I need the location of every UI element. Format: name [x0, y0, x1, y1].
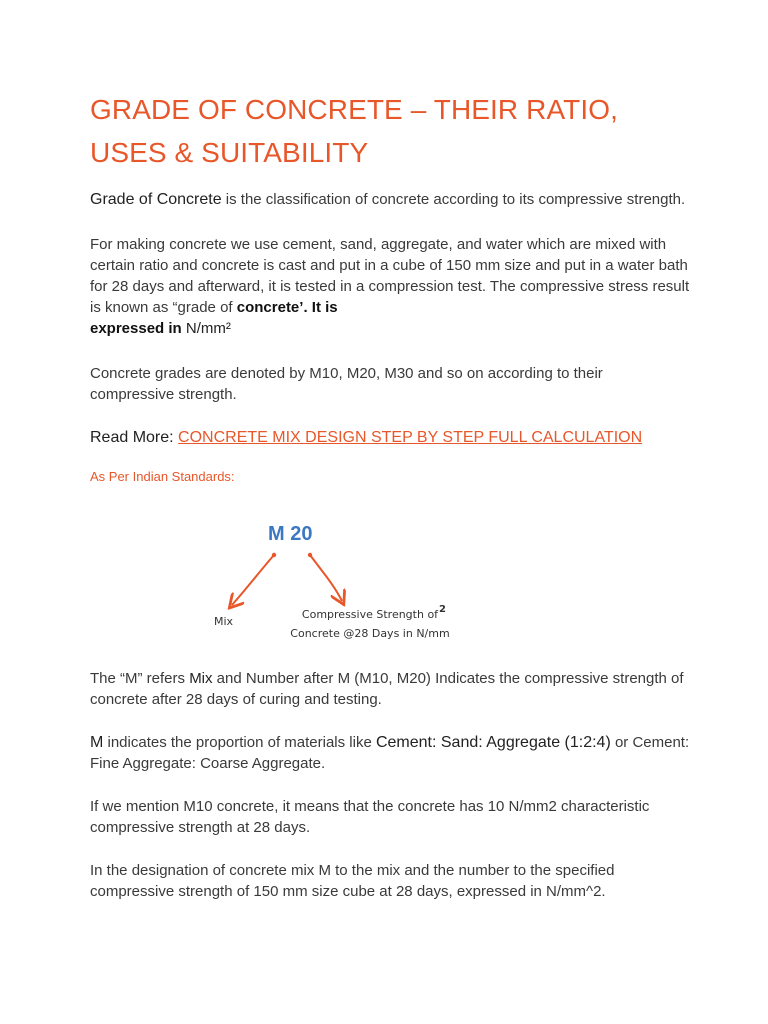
intro-text: is the classification of concrete according to its compressive strength.: [221, 191, 686, 208]
arrow-to-strength: [310, 555, 342, 601]
proportion-paragraph: [90, 732, 690, 774]
strength-line1: Compressive Strength of: [301, 608, 439, 621]
proportion-pre: indicates the proportion of materials like: [103, 734, 376, 751]
grade-label: M 20: [268, 523, 313, 545]
making-paragraph: [90, 234, 690, 339]
grade-diagram: [90, 509, 690, 657]
article: [90, 88, 690, 902]
m-refers-post: and Number after M (M10, M20) Indicates the compressive strength of concrete after 28 days of curing and testing.: [90, 670, 684, 708]
m-refers-mix: Mix: [189, 670, 213, 687]
intro-term: Grade of Concrete: [90, 191, 222, 208]
m10-paragraph: If we mention M10 concrete, it means that the concrete has 10 N/mm2 characteristic compressive strength at 28 days.: [90, 798, 650, 836]
read-more-link[interactable]: CONCRETE MIX DESIGN STEP BY STEP FULL CALCULATION: [178, 429, 643, 446]
arrow-to-mix: [232, 555, 274, 605]
proportion-m: M: [90, 734, 104, 751]
unit-text: N/mm²: [185, 320, 231, 337]
strength-line2: Concrete @28 Days in N/mm: [290, 627, 450, 640]
making-bold-tail: concrete’. It is: [236, 299, 338, 316]
page-title: GRADE OF CONCRETE – THEIR RATIO, USES & SUITABILITY: [90, 94, 618, 168]
standards-heading: As Per Indian Standards:: [90, 469, 235, 484]
grades-paragraph: Concrete grades are denoted by M10, M20, M30 and so on according to their compressive strength.: [90, 365, 603, 403]
dot-left: [272, 553, 276, 557]
making-line2: expressed in: [90, 320, 186, 337]
superscript-2: 2: [439, 604, 446, 615]
proportion-ratio: Cement: Sand: Aggregate (1:2:4): [375, 734, 611, 751]
m-refers-pre: The “M” refers: [90, 670, 190, 687]
proportion-post: or Cement: Fine Aggregate: Coarse Aggregate.: [90, 734, 690, 772]
mix-label: Mix: [214, 615, 234, 628]
making-text: For making concrete we use cement, sand, aggregate, and water which are mixed with certain ratio and concrete is cast and put in a cube of 150 mm size and put in a water bath for 28 days and afterward, it is tested in a compression test. The compressive stress result is known as “grade of: [90, 236, 690, 316]
intro-paragraph: [90, 189, 690, 210]
read-more-label: Read More:: [90, 429, 179, 446]
m-refers-paragraph: [90, 668, 690, 710]
read-more: [90, 427, 690, 448]
dot-right: [308, 553, 312, 557]
designation-paragraph: In the designation of concrete mix M to the mix and the number to the specified compressive strength of 150 mm size cube at 28 days, expressed in N/mm^2.: [90, 862, 615, 900]
